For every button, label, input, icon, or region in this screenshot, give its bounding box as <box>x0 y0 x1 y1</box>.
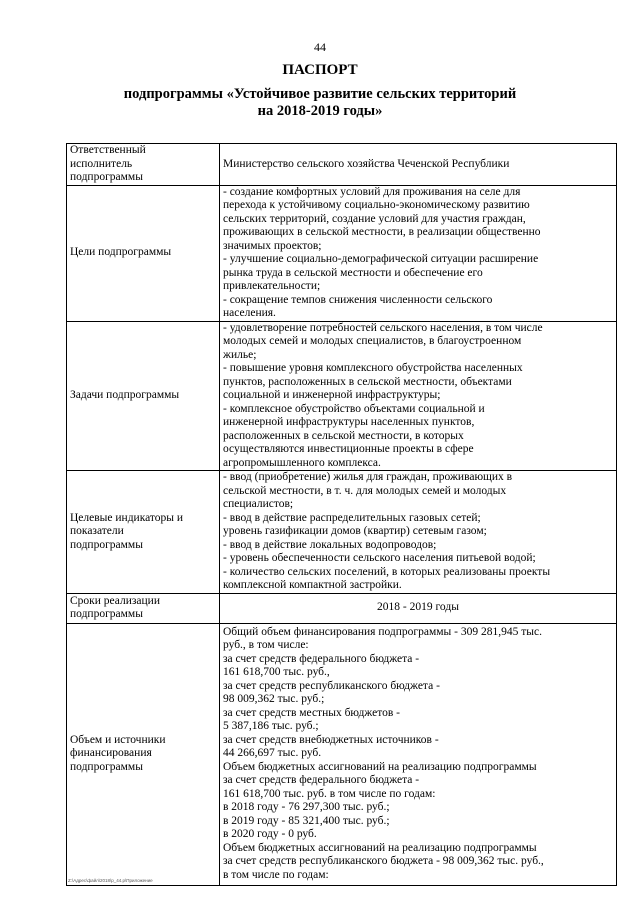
indicators-label-line: подпрограммы <box>70 538 143 551</box>
financing-label <box>67 623 220 885</box>
terms-label <box>67 593 220 623</box>
financing-line: Объем бюджетных ассигнований на реализацию подпрограммы <box>223 760 537 773</box>
page-subtitle <box>110 86 530 120</box>
financing-line: в том числе по годам: <box>223 868 329 881</box>
goals-value <box>220 185 617 321</box>
financing-line: 44 266,697 тыс. руб. <box>223 747 322 760</box>
financing-line: за счет средств внебюджетных источников - <box>223 733 439 746</box>
goals-line: - создание комфортных условий для проживания на селе для <box>223 185 521 198</box>
page-title: ПАСПОРТ <box>282 62 358 78</box>
goals-line: - сокращение темпов снижения численности сельского <box>223 293 493 306</box>
executor-label-line: подпрограммы <box>70 171 143 183</box>
indicators-line: - ввод в действие распределительных газовых сетей; <box>223 511 481 524</box>
tasks-line: - комплексное обустройство объектами социальной и <box>223 402 485 415</box>
goals-line: населения. <box>223 307 276 319</box>
financing-line: 161 618,700 тыс. руб., <box>223 666 330 679</box>
tasks-line: пунктов, расположенных в сельской местности, объектами <box>223 375 512 388</box>
row-tasks <box>67 321 617 471</box>
financing-line: в 2018 году - 76 297,300 тыс. руб.; <box>223 801 390 814</box>
financing-label-line: Объем и источники <box>70 733 166 746</box>
financing-line: 5 387,186 тыс. руб.; <box>223 720 319 733</box>
tasks-line: жилье; <box>223 348 257 361</box>
financing-line: за счет средств федерального бюджета - <box>223 774 420 787</box>
tasks-line: инженерной инфраструктуры населенных пунктов, <box>223 416 475 428</box>
subtitle-line-1: подпрограммы «Устойчивое развитие сельских территорий <box>123 86 517 102</box>
indicators-line: - ввод в действие локальных водопроводов; <box>223 538 437 551</box>
goals-line: проживающих в сельской местности, в реализации общественно <box>223 226 541 238</box>
goals-line: перехода к устойчивому социально-экономическому развитию <box>223 199 530 211</box>
tasks-line: агропромышленного комплекса. <box>223 456 381 469</box>
goals-line: значимых проектов; <box>223 239 322 252</box>
tasks-line: социальной и инженерной инфраструктуры; <box>223 389 441 401</box>
tasks-line: расположенных в сельской местности, в которых <box>223 429 464 442</box>
terms-value: 2018 - 2019 годы <box>220 593 617 623</box>
financing-line: Объем бюджетных ассигнований на реализацию подпрограммы <box>223 841 537 854</box>
financing-line: за счет средств местных бюджетов - <box>223 706 400 719</box>
row-executor <box>67 144 617 186</box>
financing-line: руб., в том числе: <box>223 639 309 652</box>
footer-path: Z:\Адрес\файл\2018\p_44.p\Приложение <box>68 878 153 883</box>
passport-table <box>66 143 617 886</box>
indicators-label-line: показатели <box>70 525 124 537</box>
goals-line: рынка труда в сельской местности и обеспечение его <box>223 266 483 279</box>
tasks-value <box>220 321 617 471</box>
terms-label-line: Сроки реализации <box>70 594 160 607</box>
financing-line: за счет средств федерального бюджета - <box>223 652 420 665</box>
goals-label: Цели подпрограммы <box>67 185 220 321</box>
goals-line: - улучшение социально-демографической ситуации расширение <box>223 253 539 265</box>
indicators-label <box>67 471 220 594</box>
financing-line: за счет средств республиканского бюджета - 98 009,362 тыс. руб., <box>223 855 544 868</box>
financing-line: 161 618,700 тыс. руб. в том числе по годам: <box>223 787 436 800</box>
terms-label-line: подпрограммы <box>70 608 143 620</box>
financing-line: в 2019 году - 85 321,400 тыс. руб.; <box>223 814 390 827</box>
financing-label-line: подпрограммы <box>70 760 143 773</box>
financing-value <box>220 623 617 885</box>
tasks-line: - удовлетворение потребностей сельского населения, в том числе <box>223 321 543 334</box>
executor-label-line: исполнитель <box>70 157 133 170</box>
goals-line: привлекательности; <box>223 280 321 292</box>
financing-label-line: финансирования <box>70 747 152 760</box>
goals-line: сельских территорий, создание условий для участия граждан, <box>223 212 526 225</box>
tasks-label: Задачи подпрограммы <box>67 321 220 471</box>
row-goals <box>67 185 617 321</box>
tasks-line: - повышение уровня комплексного обустройства населенных <box>223 362 523 374</box>
executor-label-line: Ответственный <box>70 144 146 156</box>
indicators-line: - ввод (приобретение) жилья для граждан, проживающих в <box>223 471 513 483</box>
indicators-line: комплексной компактной застройки. <box>223 579 402 591</box>
indicators-line: сельской местности, в т. ч. для молодых семей и молодых <box>223 484 507 497</box>
page-number: 44 <box>314 40 326 54</box>
executor-value: Министерство сельского хозяйства Чеченской Республики <box>220 144 617 186</box>
subtitle-line-2: на 2018-2019 годы» <box>257 103 383 119</box>
indicators-line: - уровень обеспеченности сельского населения питьевой водой; <box>223 552 536 564</box>
executor-label <box>67 144 220 186</box>
financing-line: за счет средств республиканского бюджета - <box>223 679 440 692</box>
tasks-line: осуществляются инвестиционные проекты в сфере <box>223 443 474 455</box>
indicators-line: - количество сельских поселений, в которых реализованы проекты <box>223 565 551 578</box>
indicators-line: специалистов; <box>223 498 294 510</box>
financing-line: в 2020 году - 0 руб. <box>223 828 317 841</box>
financing-line: 98 009,362 тыс. руб.; <box>223 693 325 706</box>
tasks-line: молодых семей и молодых специалистов, в благоустроенном <box>223 335 522 347</box>
financing-line: Общий объем финансирования подпрограммы - 309 281,945 тыс. <box>223 625 542 638</box>
row-indicators <box>67 471 617 594</box>
row-financing <box>67 623 617 885</box>
indicators-value <box>220 471 617 594</box>
row-terms <box>67 593 617 623</box>
indicators-label-line: Целевые индикаторы и <box>70 511 184 524</box>
indicators-line: уровень газификации домов (квартир) сетевым газом; <box>223 525 487 537</box>
